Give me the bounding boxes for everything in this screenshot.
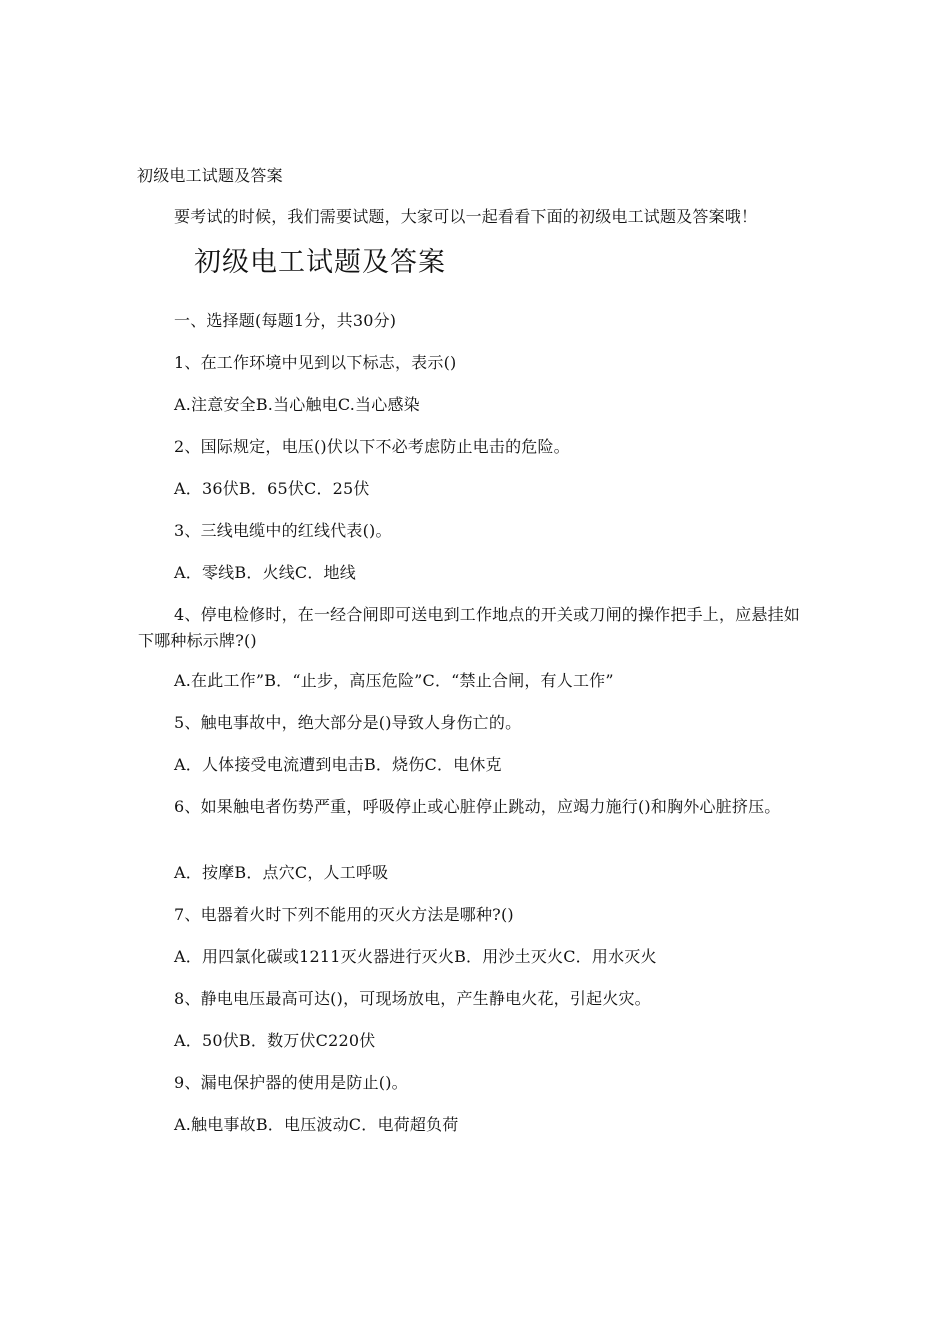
question-3: 3、三线电缆中的红线代表()。 <box>174 521 392 540</box>
question-8: 8、静电电压最高可达()，可现场放电，产生静电火花，引起火灾。 <box>174 989 651 1008</box>
header-title: 初级电工试题及答案 <box>137 166 283 185</box>
answer-options-6: A．按摩B．点穴C，人工呼吸 <box>174 863 389 882</box>
intro-paragraph: 要考试的时候，我们需要试题，大家可以一起看看下面的初级电工试题及答案哦！ <box>174 207 758 226</box>
answer-options-2: A．36伏B．65伏C．25伏 <box>174 479 370 498</box>
answer-options-4: A.在此工作”B．“止步，高压危险”C．“禁止合闸，有人工作” <box>174 671 614 690</box>
question-7: 7、电器着火时下列不能用的灭火方法是哪种?() <box>174 905 514 924</box>
answer-options-1: A.注意安全B.当心触电C.当心感染 <box>174 395 420 414</box>
section-heading: 一、选择题(每题1分，共30分) <box>174 311 397 330</box>
question-9: 9、漏电保护器的使用是防止()。 <box>174 1073 408 1092</box>
main-title: 初级电工试题及答案 <box>194 247 446 278</box>
answer-options-5: A．人体接受电流遭到电击B．烧伤C．电休克 <box>174 755 502 774</box>
question-4: 4、停电检修时，在一经合闸即可送电到工作地点的开关或刀闸的操作把手上，应悬挂如下哪种标示牌?() <box>138 605 800 650</box>
answer-options-8: A．50伏B．数万伏C220伏 <box>174 1031 376 1050</box>
question-6: 6、如果触电者伤势严重，呼吸停止或心脏停止跳动，应竭力施行()和胸外心脏挤压。 <box>174 797 781 816</box>
question-2: 2、国际规定，电压()伏以下不必考虑防止电击的危险。 <box>174 437 570 456</box>
answer-options-7: A．用四氯化碳或1211灭火器进行灭火B．用沙土灭火C．用水灭火 <box>174 947 657 966</box>
question-5: 5、触电事故中，绝大部分是()导致人身伤亡的。 <box>174 713 522 732</box>
answer-options-3: A．零线B．火线C．地线 <box>174 563 356 582</box>
question-1: 1、在工作环境中见到以下标志，表示() <box>174 353 457 372</box>
answer-options-9: A.触电事故B．电压波动C．电荷超负荷 <box>174 1115 459 1134</box>
